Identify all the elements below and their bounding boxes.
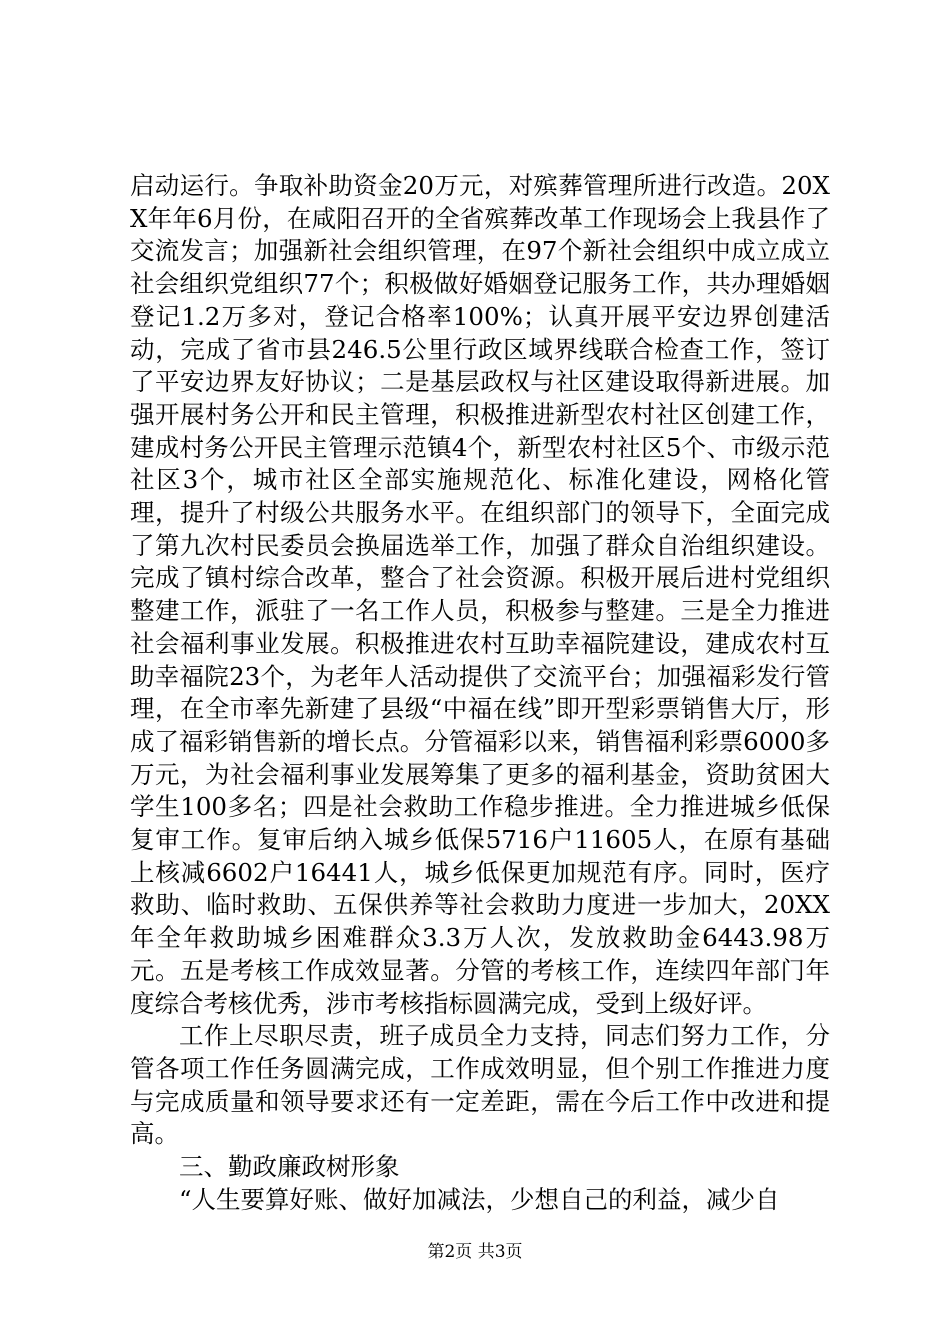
page-footer: 第2页 共3页 <box>427 1242 523 1262</box>
section-heading: 三、勤政廉政树形象 <box>179 1152 400 1182</box>
document-body <box>130 170 830 1217</box>
paragraph-3: “人生要算好账、做好加减法，少想自己的利益，减少自 <box>179 1184 780 1214</box>
paragraph-1: 启动运行。争取补助资金20万元，对殡葬管理所进行改造。20XX年年6月份，在咸阳召开的全省殡葬改革工作现场会上我县作了交流发言；加强新社会组织管理，在97个新社会组织中成立成立社会组织党组织77个；积极做好婚姻登记服务工作，共办理婚姻登记1.2万多对，登记合格率100%；认真开展平安边界创建活动，完成了省市县246.5公里行政区域界线联合检查工作，签订了平安边界友好协议；二是基层政权与社区建设取得新进展。加强开展村务公开和民主管理，积极推进新型农村社区创建工作，建成村务公开民主管理示范镇4个，新型农村社区5个、市级示范社区3个，城市社区全部实施规范化、标准化建设，网格化管理，提升了村级公共服务水平。在组织部门的领导下，全面完成了第九次村民委员会换届选举工作，加强了群众自治组织建设。完成了镇村综合改革，整合了社会资源。积极开展后进村党组织整建工作，派驻了一名工作人员，积极参与整建。三是全力推进社会福利事业发展。积极推进农村互助幸福院建设，建成农村互助幸福院23个，为老年人活动提供了交流平台；加强福彩发行管理，在全市率先新建了县级“中福在线”即开型彩票销售大厅，形成了福彩销售新的增长点。分管福彩以来，销售福利彩票6000多万元，为社会福利事业发展筹集了更多的福利基金，资助贫困大学生100多名；四是社会救助工作稳步推进。全力推进城乡低保复审工作。复审后纳入城乡低保5716户11605人，在原有基础上核减6602户16441人，城乡低保更加规范有序。同时，医疗救助、临时救助、五保供养等社会救助力度进一步加大，20XX年全年救助城乡困难群众3.3万人次，发放救助金6443.98万元。五是考核工作成效显著。分管的考核工作，连续四年部门年度综合考核优秀，涉市考核指标圆满完成，受到上级好评。 <box>130 171 830 1018</box>
paragraph-2: 工作上尽职尽责，班子成员全力支持，同志们努力工作，分管各项工作任务圆满完成，工作成效明显，但个别工作推进力度与完成质量和领导要求还有一定差距，需在今后工作中改进和提高。 <box>130 1021 830 1149</box>
